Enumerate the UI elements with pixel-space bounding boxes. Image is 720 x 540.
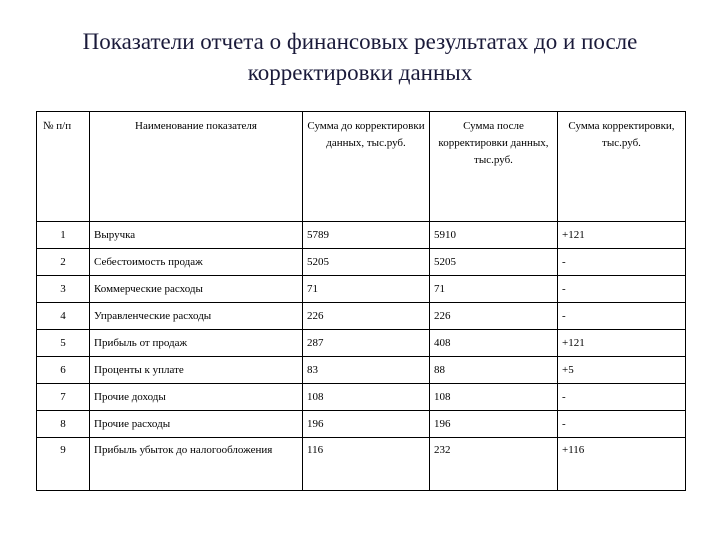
row-indicator-name: Прочие расходы [90, 411, 303, 438]
row-correction: - [558, 249, 686, 276]
row-number: 8 [37, 411, 90, 438]
row-sum-before: 5205 [303, 249, 430, 276]
row-sum-after: 232 [430, 438, 558, 491]
table-row [37, 330, 686, 357]
row-correction: +121 [558, 330, 686, 357]
row-correction: +121 [558, 222, 686, 249]
table-row [37, 222, 686, 249]
row-number: 9 [37, 438, 90, 491]
row-indicator-name: Прибыль от продаж [90, 330, 303, 357]
header-sum-after: Сумма после корректировки данных, тыс.руб. [430, 112, 558, 222]
row-correction: - [558, 303, 686, 330]
row-sum-after: 71 [430, 276, 558, 303]
row-sum-after: 108 [430, 384, 558, 411]
row-sum-after: 5205 [430, 249, 558, 276]
row-sum-after: 5910 [430, 222, 558, 249]
row-correction: +5 [558, 357, 686, 384]
row-sum-before: 108 [303, 384, 430, 411]
row-sum-after: 88 [430, 357, 558, 384]
row-number: 7 [37, 384, 90, 411]
row-indicator-name: Прибыль убыток до налогообложения [90, 438, 303, 491]
row-indicator-name: Выручка [90, 222, 303, 249]
table-row [37, 411, 686, 438]
page-title-line-1: Показатели отчета о финансовых результатах до и после [82, 29, 638, 54]
row-indicator-name: Проценты к уплате [90, 357, 303, 384]
row-sum-before: 71 [303, 276, 430, 303]
row-correction: - [558, 276, 686, 303]
header-indicator-name: Наименование показателя [90, 112, 303, 222]
row-number: 1 [37, 222, 90, 249]
table-row [37, 276, 686, 303]
header-sum-before: Сумма до корректировки данных, тыс.руб. [303, 112, 430, 222]
row-sum-after: 226 [430, 303, 558, 330]
row-sum-before: 116 [303, 438, 430, 491]
row-number: 2 [37, 249, 90, 276]
row-sum-before: 287 [303, 330, 430, 357]
header-number: № п/п [37, 112, 90, 222]
row-sum-after: 196 [430, 411, 558, 438]
row-sum-after: 408 [430, 330, 558, 357]
table-header-row [37, 112, 686, 222]
row-indicator-name: Себестоимость продаж [90, 249, 303, 276]
row-correction: +116 [558, 438, 686, 491]
row-number: 6 [37, 357, 90, 384]
header-correction: Сумма корректировки, тыс.руб. [558, 112, 686, 222]
row-sum-before: 83 [303, 357, 430, 384]
table-row [37, 303, 686, 330]
row-correction: - [558, 384, 686, 411]
row-number: 5 [37, 330, 90, 357]
financial-results-table [36, 111, 686, 491]
table-row [37, 438, 686, 491]
row-number: 3 [37, 276, 90, 303]
page-title [0, 26, 720, 88]
row-indicator-name: Прочие доходы [90, 384, 303, 411]
table-row [37, 249, 686, 276]
row-indicator-name: Коммерческие расходы [90, 276, 303, 303]
row-correction: - [558, 411, 686, 438]
page-title-line-2: корректировки данных [247, 60, 473, 85]
row-sum-before: 226 [303, 303, 430, 330]
table-row [37, 357, 686, 384]
row-sum-before: 5789 [303, 222, 430, 249]
row-number: 4 [37, 303, 90, 330]
table-row [37, 384, 686, 411]
row-sum-before: 196 [303, 411, 430, 438]
row-indicator-name: Управленческие расходы [90, 303, 303, 330]
